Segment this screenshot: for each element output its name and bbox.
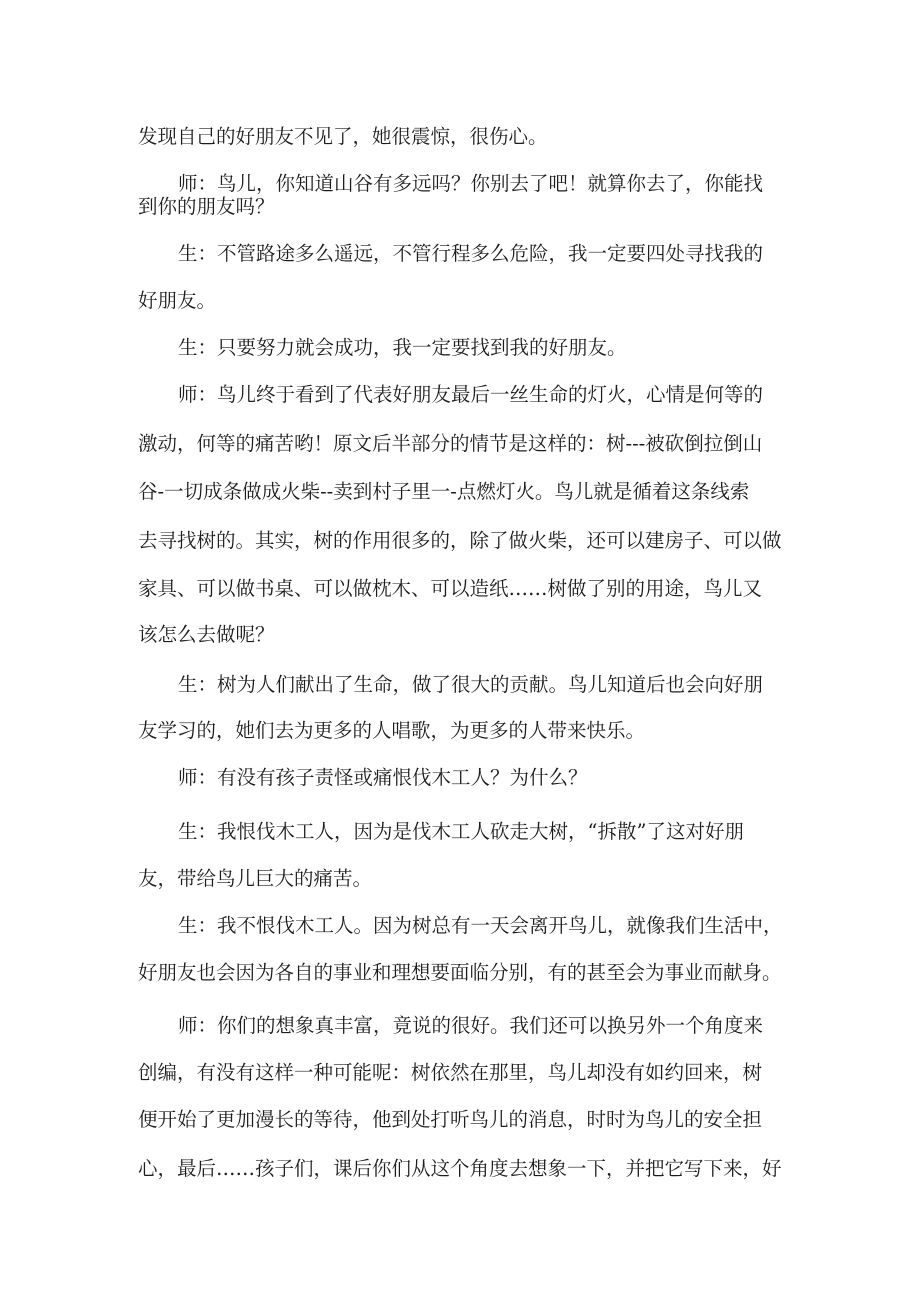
text-line: 生：我不恨伐木工人。因为树总有一天会离开鸟儿，就像我们生活中，	[178, 914, 783, 937]
text-line: 友学习的，她们去为更多的人唱歌，为更多的人带来快乐。	[138, 719, 646, 742]
text-line: 生：只要努力就会成功，我一定要找到我的好朋友。	[178, 336, 627, 359]
text-line: 师：鸟儿终于看到了代表好朋友最后一丝生命的灯火，心情是何等的	[178, 383, 764, 406]
text-line: 友，带给鸟儿巨大的痛苦。	[138, 867, 373, 890]
text-line: 激动，何等的痛苦哟！原文后半部分的情节是这样的：树---被砍倒拉倒山	[138, 432, 763, 455]
text-line: 好朋友也会因为各自的事业和理想要面临分别，有的甚至会为事业而献身。	[138, 961, 782, 984]
text-line: 好朋友。	[138, 289, 217, 312]
text-line: 心，最后……孩子们，课后你们从这个角度去想象一下，并把它写下来，好	[138, 1157, 782, 1180]
text-line: 创编，有没有这样一种可能呢：树依然在那里，鸟儿却没有如约回来，树	[138, 1061, 763, 1084]
text-line: 师：有没有孩子责怪或痛恨伐木工人？为什么？	[178, 766, 588, 789]
text-line: 家具、可以做书桌、可以做枕木、可以造纸……树做了别的用途，鸟儿又	[138, 577, 763, 600]
text-line: 生：树为人们献出了生命，做了很大的贡献。鸟儿知道后也会向好朋	[178, 673, 764, 696]
text-line: 便开始了更加漫长的等待，他到处打听鸟儿的消息，时时为鸟儿的安全担	[138, 1108, 763, 1131]
text-line: 该怎么去做呢？	[138, 623, 275, 646]
text-line: 师：鸟儿，你知道山谷有多远吗？你别去了吧！就算你去了，你能找	[178, 172, 764, 195]
text-line: 生：不管路途多么遥远，不管行程多么危险，我一定要四处寻找我的	[178, 242, 764, 265]
text-line: 谷-一切成条做成火柴--卖到村子里一-点燃灯火。鸟儿就是循着这条线索	[138, 480, 750, 503]
text-line: 生：我恨伐木工人，因为是伐木工人砍走大树，“拆散”了这对好朋	[178, 820, 744, 843]
text-line: 去寻找树的。其实，树的作用很多的，除了做火柴，还可以建房子、可以做	[138, 529, 782, 552]
text-line: 到你的朋友吗？	[138, 195, 275, 218]
text-line: 发现自己的好朋友不见了，她很震惊，很伤心。	[138, 125, 548, 148]
text-line: 师：你们的想象真丰富，竟说的很好。我们还可以换另外一个角度来	[178, 1014, 764, 1037]
